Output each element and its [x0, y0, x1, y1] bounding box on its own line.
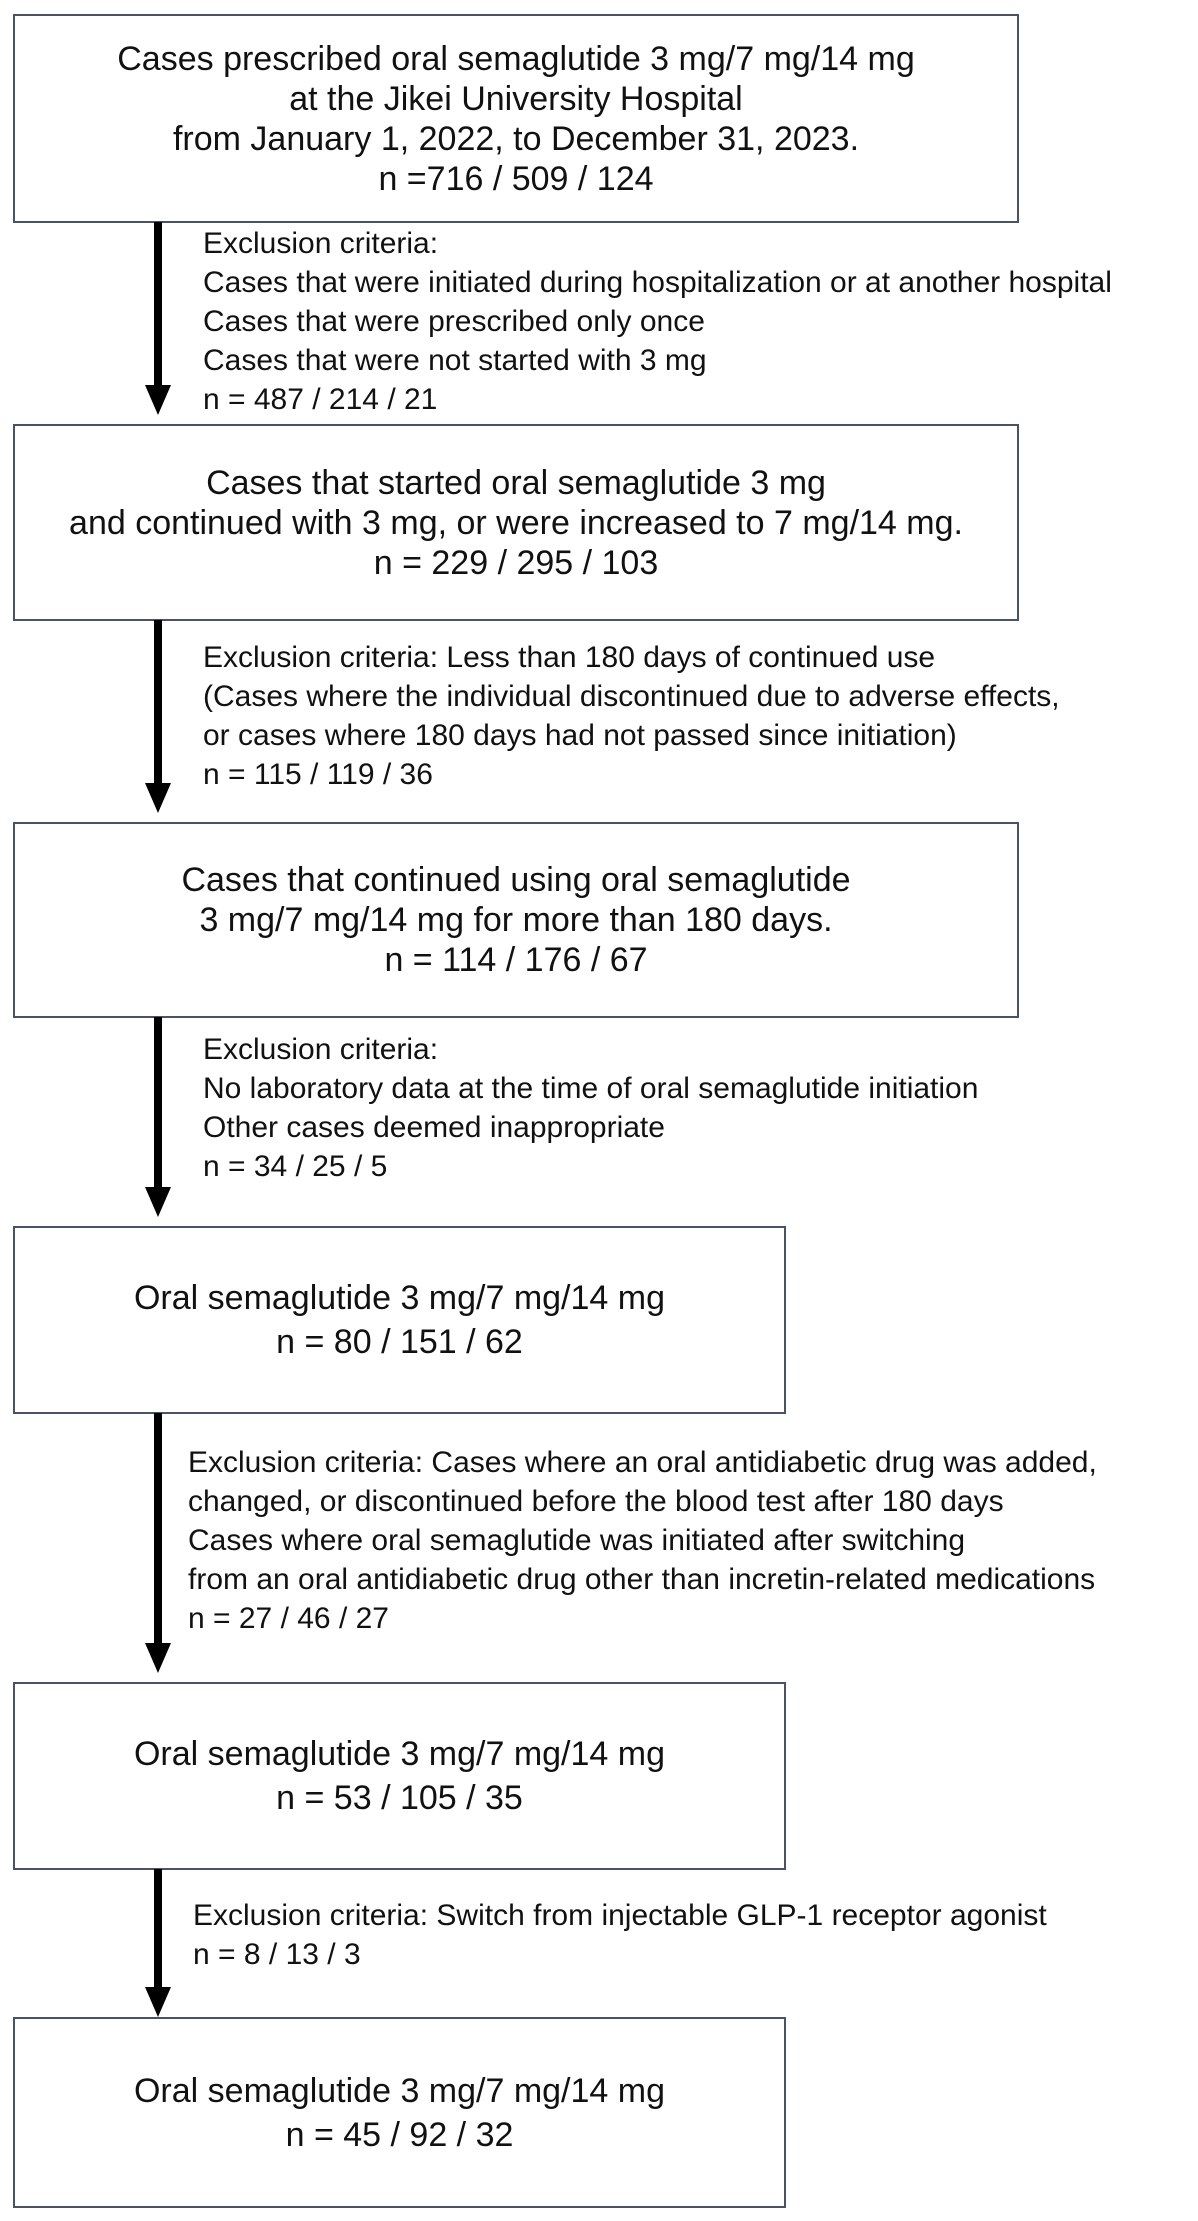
exclusion-line: Exclusion criteria: Cases where an oral antidiabetic drug was added,	[188, 1446, 1097, 1479]
exclusion-criteria-4	[188, 1443, 1097, 1638]
exclusion-line: or cases where 180 days had not passed since initiation)	[203, 719, 957, 752]
exclusion-criteria-5	[193, 1896, 1047, 1974]
exclusion-line: Exclusion criteria:	[203, 1033, 439, 1066]
flow-box-no-drug-change	[13, 1682, 786, 1870]
box-count: n = 53 / 105 / 35	[276, 1779, 523, 1817]
box-text-line: 3 mg/7 mg/14 mg for more than 180 days.	[199, 901, 833, 939]
exclusion-line: from an oral antidiabetic drug other than incretin-related medications	[188, 1563, 1096, 1596]
exclusion-line: Cases that were initiated during hospitalization or at another hospital	[203, 266, 1112, 299]
box-count: n = 80 / 151 / 62	[276, 1323, 523, 1361]
down-arrow-icon	[145, 1413, 171, 1673]
down-arrow-icon	[145, 1017, 171, 1217]
exclusion-line: Exclusion criteria: Switch from injectable GLP-1 receptor agonist	[193, 1899, 1047, 1932]
exclusion-line: changed, or discontinued before the blood test after 180 days	[188, 1485, 1004, 1518]
exclusion-line: No laboratory data at the time of oral semaglutide initiation	[203, 1072, 979, 1105]
exclusion-line: Exclusion criteria:	[203, 227, 439, 260]
exclusion-count: n = 34 / 25 / 5	[203, 1150, 388, 1183]
exclusion-line: Exclusion criteria: Less than 180 days of continued use	[203, 641, 936, 674]
box-count: n = 45 / 92 / 32	[285, 2115, 514, 2154]
exclusion-count: n = 115 / 119 / 36	[203, 758, 433, 791]
box-text-line: Oral semaglutide 3 mg/7 mg/14 mg	[133, 1279, 666, 1317]
box-text-line: Oral semaglutide 3 mg/7 mg/14 mg	[133, 2071, 666, 2110]
box-text-line: at the Jikei University Hospital	[289, 79, 743, 118]
box-count: n = 114 / 176 / 67	[384, 941, 648, 979]
exclusion-count: n = 8 / 13 / 3	[193, 1938, 361, 1971]
flow-box-final-cohort	[13, 2017, 786, 2208]
box-count: n = 229 / 295 / 103	[373, 543, 659, 582]
box-text-line: Cases that started oral semaglutide 3 mg	[206, 463, 826, 502]
exclusion-line: Cases that were prescribed only once	[203, 305, 705, 338]
exclusion-line: Cases that were not started with 3 mg	[203, 344, 707, 377]
exclusion-line: Other cases deemed inappropriate	[203, 1111, 665, 1144]
exclusion-count: n = 27 / 46 / 27	[188, 1602, 389, 1635]
down-arrow-icon	[145, 222, 171, 415]
box-text-line: and continued with 3 mg, or were increased to 7 mg/14 mg.	[69, 503, 963, 542]
flow-box-started-3mg	[13, 424, 1019, 621]
box-text-line: Oral semaglutide 3 mg/7 mg/14 mg	[133, 1735, 666, 1773]
flow-box-initial-cohort	[13, 14, 1019, 223]
exclusion-criteria-3	[203, 1030, 978, 1186]
flow-box-continued-180-days	[13, 822, 1019, 1018]
exclusion-line: Cases where oral semaglutide was initiated after switching	[188, 1524, 966, 1557]
box-count: n =716 / 509 / 124	[378, 159, 654, 198]
exclusion-criteria-1	[203, 224, 1112, 419]
flow-box-lab-data-available	[13, 1226, 786, 1414]
exclusion-criteria-2	[203, 638, 1060, 794]
exclusion-count: n = 487 / 214 / 21	[203, 383, 438, 416]
down-arrow-icon	[145, 620, 171, 813]
exclusion-line: (Cases where the individual discontinued due to adverse effects,	[203, 680, 1060, 713]
box-text-line: Cases that continued using oral semaglutide	[181, 861, 851, 899]
box-text-line: Cases prescribed oral semaglutide 3 mg/7 mg/14 mg	[117, 39, 915, 78]
box-text-line: from January 1, 2022, to December 31, 2023.	[172, 119, 860, 158]
down-arrow-icon	[145, 1869, 171, 2017]
